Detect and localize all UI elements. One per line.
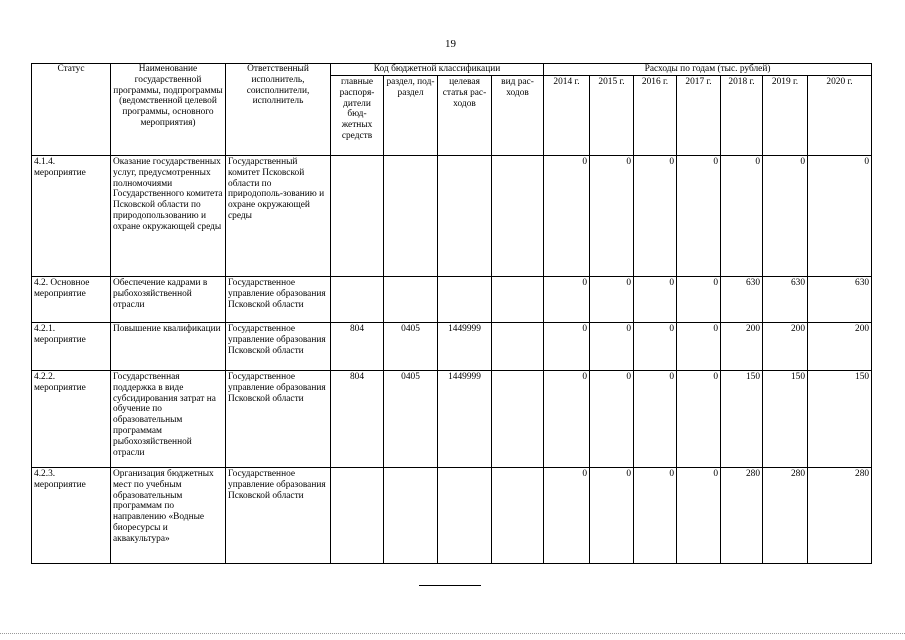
- row-value: 280: [721, 468, 763, 564]
- header-target: целевая статья рас-ходов: [438, 76, 492, 156]
- row-value: 0: [590, 156, 634, 277]
- row-value: 0: [677, 371, 721, 468]
- row-grbs: [331, 156, 384, 277]
- row-executor: Государственный комитет Псковской области по природополь-зованию и охране окружающей среды: [226, 156, 331, 277]
- row-executor: Государственное управление образования Псковской области: [226, 371, 331, 468]
- row-target: [438, 277, 492, 323]
- table-row: [32, 468, 872, 564]
- header-executor: Ответственный исполнитель, соисполнители, исполнитель: [226, 64, 331, 156]
- row-executor: Государственное управление образования Псковской области: [226, 277, 331, 323]
- row-value: 0: [544, 323, 590, 371]
- row-value: 0: [590, 371, 634, 468]
- header-year: 2014 г.: [544, 76, 590, 156]
- row-status: 4.2.1. мероприятие: [32, 323, 111, 371]
- row-value: 0: [677, 468, 721, 564]
- row-executor: Государственное управление образования Псковской области: [226, 468, 331, 564]
- header-name: Наименование государственной программы, подпрограммы (ведомственной целевой программы, основного мероприятия): [111, 64, 226, 156]
- row-status: 4.2.3. мероприятие: [32, 468, 111, 564]
- row-exp-type: [492, 371, 544, 468]
- row-value: 200: [808, 323, 872, 371]
- row-value: 630: [763, 277, 808, 323]
- table-row: [32, 277, 872, 323]
- row-section: [384, 156, 438, 277]
- header-expenses: Расходы по годам (тыс. рублей): [544, 64, 872, 76]
- row-name: Государственная поддержка в виде субсидирования затрат на обучение по образовательным программам рыбохозяйственной отрасли: [111, 371, 226, 468]
- header-year: 2019 г.: [763, 76, 808, 156]
- row-status: 4.2.2. мероприятие: [32, 371, 111, 468]
- table-row: [32, 156, 872, 277]
- row-value: 0: [677, 323, 721, 371]
- row-grbs: [331, 468, 384, 564]
- header-section: раздел, под-раздел: [384, 76, 438, 156]
- header-year: 2017 г.: [677, 76, 721, 156]
- row-value: 630: [808, 277, 872, 323]
- row-status: 4.2. Основное мероприятие: [32, 277, 111, 323]
- row-value: 150: [721, 371, 763, 468]
- row-value: 0: [634, 371, 677, 468]
- row-value: 0: [763, 156, 808, 277]
- header-year: 2015 г.: [590, 76, 634, 156]
- row-value: 280: [808, 468, 872, 564]
- row-value: 150: [763, 371, 808, 468]
- row-value: 0: [634, 323, 677, 371]
- row-grbs: 804: [331, 371, 384, 468]
- row-value: 150: [808, 371, 872, 468]
- row-exp-type: [492, 323, 544, 371]
- row-value: 0: [634, 277, 677, 323]
- row-section: 0405: [384, 371, 438, 468]
- row-target: [438, 156, 492, 277]
- row-section: [384, 277, 438, 323]
- row-target: [438, 468, 492, 564]
- row-value: 0: [590, 468, 634, 564]
- row-value: 0: [634, 156, 677, 277]
- footer-divider: [419, 585, 481, 586]
- row-value: 0: [544, 277, 590, 323]
- table-row: [32, 323, 872, 371]
- header-exp-type: вид рас-ходов: [492, 76, 544, 156]
- header-year: 2016 г.: [634, 76, 677, 156]
- row-value: 0: [634, 468, 677, 564]
- row-status: 4.1.4. мероприятие: [32, 156, 111, 277]
- header-budget-code: Код бюджетной классификации: [331, 64, 544, 76]
- header-status: Статус: [32, 64, 111, 156]
- row-value: 200: [763, 323, 808, 371]
- page-number: 19: [445, 38, 456, 50]
- row-grbs: [331, 277, 384, 323]
- row-value: 0: [544, 371, 590, 468]
- row-value: 200: [721, 323, 763, 371]
- row-value: 630: [721, 277, 763, 323]
- scan-edge-line: [0, 633, 905, 634]
- row-value: 0: [544, 468, 590, 564]
- row-value: 280: [763, 468, 808, 564]
- header-grbs: главные распоря-дители бюд-жетных средств: [331, 76, 384, 156]
- row-grbs: 804: [331, 323, 384, 371]
- row-name: Организация бюджетных мест по учебным образовательным программам по направлению «Водные биоресурсы и аквакультура»: [111, 468, 226, 564]
- row-section: [384, 468, 438, 564]
- row-name: Повышение квалификации: [111, 323, 226, 371]
- row-target: 1449999: [438, 323, 492, 371]
- row-name: Оказание государственных услуг, предусмотренных полномочиями Государственного комитета Псковской области по природопользованию и охране окружающей среды: [111, 156, 226, 277]
- row-target: 1449999: [438, 371, 492, 468]
- row-name: Обеспечение кадрами в рыбохозяйственной отрасли: [111, 277, 226, 323]
- row-value: 0: [721, 156, 763, 277]
- row-section: 0405: [384, 323, 438, 371]
- row-value: 0: [677, 156, 721, 277]
- header-year: 2018 г.: [721, 76, 763, 156]
- row-executor: Государственное управление образования Псковской области: [226, 323, 331, 371]
- header-row-1: [32, 64, 872, 76]
- row-value: 0: [590, 277, 634, 323]
- header-year: 2020 г.: [808, 76, 872, 156]
- row-exp-type: [492, 156, 544, 277]
- table-row: [32, 371, 872, 468]
- row-value: 0: [808, 156, 872, 277]
- row-value: 0: [544, 156, 590, 277]
- row-exp-type: [492, 277, 544, 323]
- row-exp-type: [492, 468, 544, 564]
- row-value: 0: [677, 277, 721, 323]
- budget-table: [31, 63, 872, 564]
- row-value: 0: [590, 323, 634, 371]
